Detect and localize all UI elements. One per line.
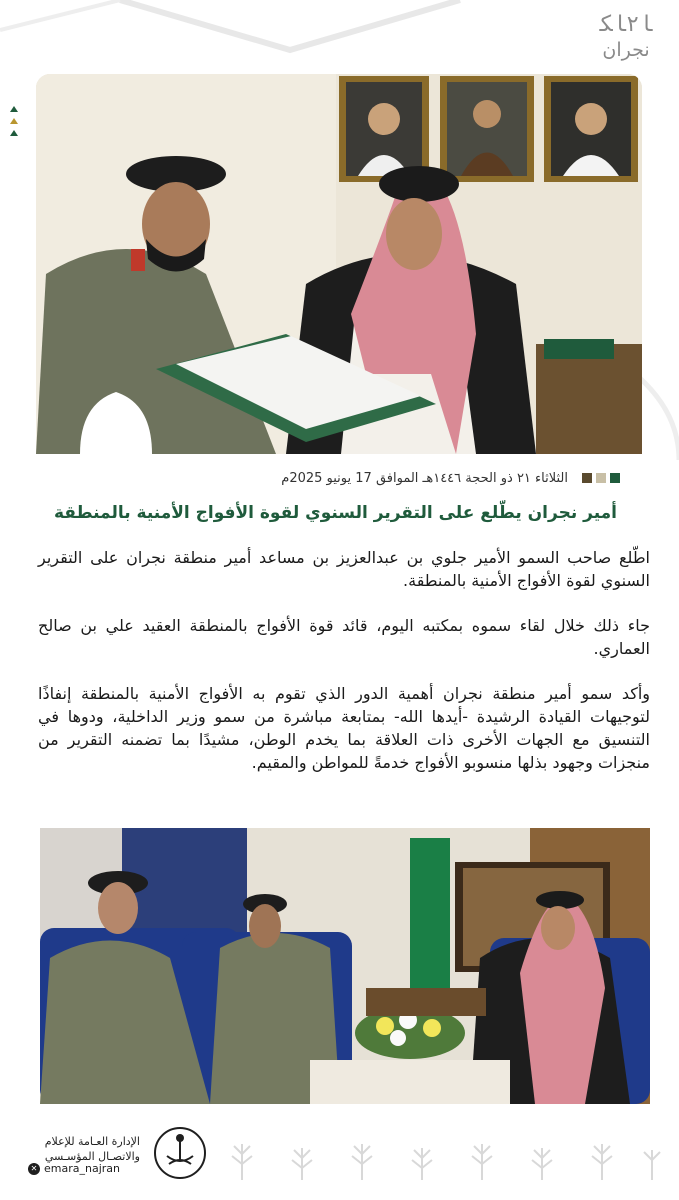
- footer-org-line2: والاتصـال المؤسـسي: [44, 1150, 140, 1163]
- footer-org: [30, 1134, 140, 1164]
- paragraph-1: اطّلع صاحب السمو الأمير جلوي بن عبدالعزيز بن مساعد أمير منطقة نجران على التقرير السنوي لقوة الأفواج الأمنية بالمنطقة.: [38, 548, 650, 590]
- meeting-photo-seated: [40, 828, 650, 1104]
- side-decoration: [9, 106, 19, 142]
- logo-mark: ﺎ٢ﺎﻜ: [599, 12, 653, 37]
- logo-text: نجران: [602, 39, 650, 61]
- paragraph-3: وأكد سمو أمير منطقة نجران أهمية الدور الذي تقوم به الأفواج الأمنية بالمنطقة إنفاذًا لتوجيهات القيادة الرشيدة -أيدها الله- بمتابعة مباشرة من سمو وزير الداخلية، ودوها في التنسيق مع الجهات الأخرى ذات العلاقة بما يخدم الوطن، مشيدًا بما تضمنه التقرير من منجزات وجهود بذلها منسوبو الأفواج خدمةً للمواطن والمقيم.: [38, 684, 650, 772]
- date-square-green: [610, 473, 620, 483]
- article-body: [38, 546, 650, 796]
- x-icon: ✕: [28, 1163, 40, 1175]
- date-text: الثلاثاء ٢١ ذو الحجة ١٤٤٦هـ الموافق 17 يونيو 2025م: [281, 470, 568, 486]
- paragraph-2: جاء ذلك خلال لقاء سموه بمكتبه اليوم، قائد قوة الأفواج بالمنطقة العقيد علي بن صالح العماري.: [38, 616, 650, 658]
- headline: أمير نجران يطّلع على التقرير السنوي لقوة الأفواج الأمنية بالمنطقة: [54, 503, 617, 523]
- meeting-photo-report: [36, 74, 642, 454]
- date-square-brown: [582, 473, 592, 483]
- date-square-beige: [596, 473, 606, 483]
- decorative-plants: [222, 1136, 662, 1182]
- emblem-icon: [153, 1126, 207, 1180]
- date-line: [200, 468, 620, 488]
- footer-org-line1: الإدارة العـامة للإعلام: [44, 1135, 140, 1148]
- footer-handle[interactable]: [28, 1162, 120, 1175]
- handle-text: emara_najran: [44, 1162, 120, 1175]
- najran-logo: [591, 12, 661, 62]
